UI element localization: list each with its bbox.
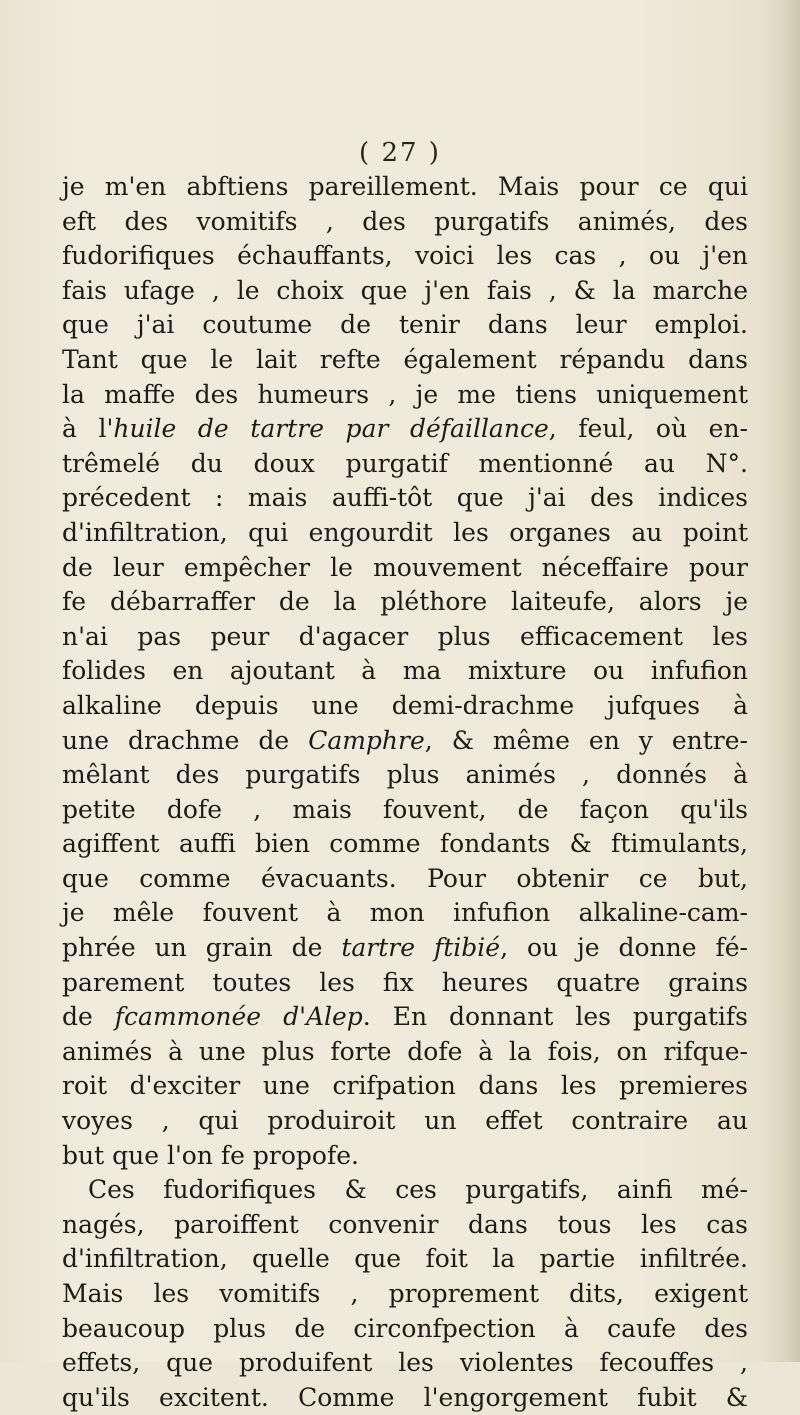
text-line: animés à une plus forte dofe à la fois, on rifque-	[62, 1036, 748, 1066]
text-line: mêlant des purgatifs plus animés , donnés à	[62, 760, 748, 790]
text-line: qu'ils excitent. Comme l'engorgement fubit &	[62, 1382, 748, 1412]
page-number: ( 27 )	[359, 138, 441, 168]
text-line: Ces fudorifiques & ces purgatifs, ainfi mé-	[88, 1175, 748, 1205]
text-line: alkaline depuis une demi-drachme jufques à	[62, 690, 748, 720]
text-line: roit d'exciter une crifpation dans les premieres	[62, 1071, 748, 1101]
body-text	[62, 170, 748, 1415]
text-line: d'infiltration, quelle que foit la partie infiltrée.	[62, 1244, 748, 1274]
text-line: d'infiltration, qui engourdit les organes au point	[62, 517, 748, 547]
text-run: , & même en y entre-	[424, 725, 748, 755]
text-line: Mais les vomitifs , proprement dits, exigent	[62, 1279, 748, 1308]
text-line: eft des vomitifs , des purgatifs animés, des	[62, 206, 748, 236]
text-line: nagés, paroiffent convenir dans tous les cas	[62, 1209, 748, 1239]
text-line: fudorifiques échauffants, voici les cas , ou j'en	[62, 241, 748, 271]
text-line: la maffe des humeurs , je me tiens uniquement	[62, 379, 748, 409]
text-line: voyes , qui produiroit un effet contraire au	[62, 1106, 748, 1136]
text-line: but que l'on fe propofe.	[62, 1140, 359, 1170]
text-line: que j'ai coutume de tenir dans leur emploi.	[62, 310, 748, 340]
text-line: que comme évacuants. Pour obtenir ce but,	[62, 863, 748, 893]
text-line: parement toutes les fix heures quatre grains	[62, 967, 748, 997]
text-line: folides en ajoutant à ma mixture ou infufion	[62, 656, 748, 686]
italic-term: Camphre	[308, 725, 425, 755]
text-line: je m'en abftiens pareillement. Mais pour ce qui	[62, 172, 748, 201]
text-line: effets, que produifent les violentes fecouffes ,	[62, 1348, 748, 1378]
text-run: phrée un grain de	[62, 933, 342, 963]
text-run: , ou je donne fé-	[500, 933, 748, 963]
text-line: fe débarraffer de la pléthore laiteufe, alors je	[62, 587, 748, 617]
text-line: beaucoup plus de circonfpection à caufe des	[62, 1313, 748, 1343]
italic-term: huile de tartre par défaillance	[113, 414, 549, 444]
text-run: . En donnant les purgatifs	[362, 1002, 749, 1032]
text-line: de leur empêcher le mouvement néceffaire pour	[62, 552, 748, 582]
italic-term: tartre ftibié	[341, 933, 501, 963]
text-line: je mêle fouvent à mon infufion alkaline-cam-	[62, 898, 748, 928]
text-line	[62, 412, 748, 447]
text-line: fais ufage , le choix que j'en fais , & la marche	[62, 275, 748, 305]
text-line	[62, 724, 748, 759]
italic-term: fcammonée d'Alep	[114, 1002, 363, 1032]
text-line: agiffent auffi bien comme fondants & ftimulants,	[62, 829, 748, 859]
text-run: de	[62, 1002, 115, 1032]
text-line: n'ai pas peur d'agacer plus efficacement les	[62, 621, 748, 651]
text-line: Tant que le lait refte également répandu dans	[62, 344, 748, 374]
text-run: , feul, où en-	[548, 414, 749, 444]
text-run: une drachme de	[62, 725, 309, 755]
text-line: petite dofe , mais fouvent, de façon qu'ils	[62, 794, 748, 824]
text-line	[62, 931, 748, 966]
text-line	[62, 1000, 748, 1035]
text-line: trêmelé du doux purgatif mentionné au N°.	[62, 448, 748, 478]
page-edge-shadow	[762, 0, 800, 1362]
text-run: à l'	[62, 414, 114, 444]
text-line: précedent : mais auffi-tôt que j'ai des indices	[62, 483, 748, 513]
